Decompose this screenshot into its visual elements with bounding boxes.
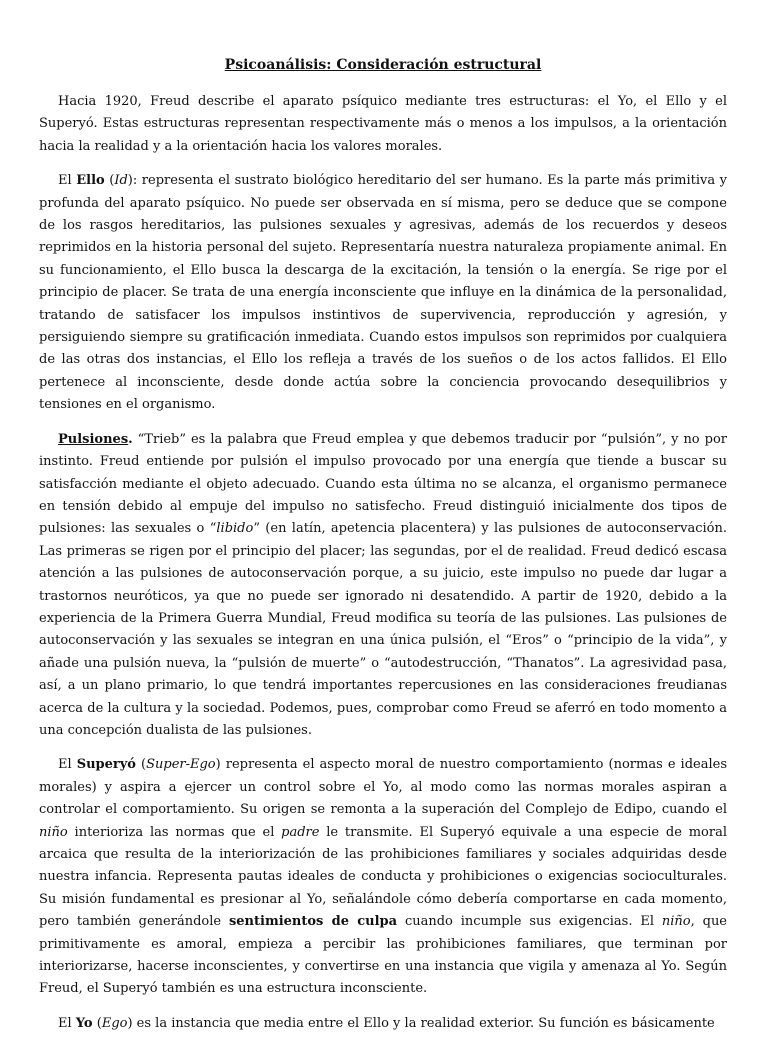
pulsiones-text-b: ” (en latín, apetencia placentera) y las pulsiones de autoconservación. Las primeras se rigen por el principio del placer; las segundas, por el de realidad. Freud dedicó escasa atención a las pulsiones de autoconservación porque, a su juicio, este impulso no puede dar lugar a trastornos neuróticos, ya que no puede ser ignorado ni desatendido. A partir de 1920, debido a la experiencia de la Primera Guerra Mundial, Freud modifica su teoría de las pulsiones. Las pulsiones de autoconservación y las sexuales se integran en una única pulsión, el “Eros” o “principio de la vida”, y añade una pulsión nueva, la “pulsión de muerte” o “autodestrucción, “Thanatos”. La agresividad pasa, así, a un plano primario, lo que tendrá importantes repercusiones en las consideraciones freudianas acerca de la cultura y la sociedad. Podemos, pues, comprobar como Freud se aferró en todo momento a una concepción dualista de las pulsiones.: [39, 521, 727, 738]
ello-text: ): representa el sustrato biológico hereditario del ser humano. Es la parte más primitiva y profunda del aparato psíquico. No puede ser observada en sí misma, pero se deduce que se compone de los rasgos hereditarios, las pulsiones sexuales y agresivas, además de los recuerdos y deseos reprimidos en la historia personal del sujeto. Representaría nuestra naturaleza propiamente animal. En su funcionamiento, el Ello busca la descarga de la excitación, la tensión o la energía. Se rige por el principio de placer. Se trata de una energía inconsciente que influye en la dinámica de la personalidad, tratando de satisfacer los impulsos instintivos de supervivencia, reproducción y agresión, y persiguiendo siempre su gratificación inmediata. Cuando estos impulsos son reprimidos por cualquiera de las otras dos instancias, el Ello los refleja a través de los sueños o de los actos fallidos. El Ello pertenece al inconsciente, desde donde actúa sobre la conciencia provocando desequilibrios y tensiones en el organismo.: [39, 173, 727, 413]
superyo-nino-2: niño: [661, 914, 691, 930]
ello-term: Ello: [76, 173, 105, 189]
document-title: Psicoanálisis: Consideración estructural: [224, 57, 542, 73]
superyo-padre: padre: [281, 824, 320, 840]
superyo-text-b: interioriza las normas que el: [67, 824, 282, 840]
yo-paren: (: [92, 1015, 102, 1031]
document-page: [39, 55, 727, 1047]
yo-term: Yo: [75, 1015, 93, 1031]
superyo-nino-1: niño: [39, 824, 68, 840]
superyo-culpa: sentimientos de culpa: [228, 914, 398, 930]
superyo-text-e: , que primitivamente es amoral, empieza a percibir las prohibiciones familiares, que terminan por interiorizarse, hacerse inconscientes, y convertirse en una instancia que vigila y amenaza al Yo. Según Freud, el Superyó también es una estructura inconsciente.: [39, 914, 728, 997]
yo-prefix: El: [58, 1015, 76, 1031]
paragraph-yo: [39, 1013, 727, 1035]
pulsiones-libido: libido: [216, 521, 254, 537]
superyo-prefix: El: [58, 757, 77, 773]
superyo-text-a: ) representa el aspecto moral de nuestro comportamiento (normas e ideales morales) y aspira a ejercer un control sobre el Yo, al modo como las normas morales aspiran a controlar el comportamiento. Su origen se remonta a la superación del Complejo de Edipo, cuando el: [39, 757, 727, 818]
pulsiones-text-a: “Trieb” es la palabra que Freud emplea y que debemos traducir por “pulsión”, y no por instinto. Freud entiende por pulsión el impulso provocado por una energía que tiende a buscar su satisfacción mediante el objeto adecuado. Cuando esta última no se alcanza, el organismo permanece en tensión debido al empuje del impulso no satisfecho. Freud distinguió inicialmente dos tipos de pulsiones: las sexuales o “: [39, 431, 727, 537]
paragraph-superyo: [39, 754, 727, 1000]
superyo-latin: Super-Ego: [146, 757, 216, 773]
superyo-text-c: le transmite. El Superyó equivale a una especie de moral arcaica que resulta de la interiorización de las prohibiciones familiares y sociales adquiridas desde nuestra infancia. Representa pautas ideales de conducta y prohibiciones o exigencias socioculturales. Su misión fundamental es presionar al Yo, señalándole cómo debería comportarse en cada momento, pero también generándole: [39, 824, 727, 930]
ello-paren: (: [104, 173, 115, 189]
superyo-text-d: cuando incumple sus exigencias. El: [397, 914, 662, 930]
yo-latin: Ego: [101, 1015, 128, 1031]
superyo-term: Superyó: [76, 757, 136, 773]
pulsiones-term: Pulsiones: [58, 431, 129, 447]
ello-prefix: El: [58, 173, 77, 189]
superyo-paren: (: [135, 757, 147, 773]
yo-text: ) es la instancia que media entre el Ello y la realidad exterior. Su función es básicamente: [127, 1015, 715, 1031]
paragraph-intro: Hacia 1920, Freud describe el aparato psíquico mediante tres estructuras: el Yo, el Ello y el Superyó. Estas estructuras representan respectivamente más o menos a los impulsos, a la orientación hacia la realidad y a la orientación hacia los valores morales.: [39, 94, 727, 154]
ello-latin: Id: [114, 173, 128, 189]
paragraph-ello: [39, 170, 727, 416]
pulsiones-dot: .: [128, 431, 133, 447]
paragraph-pulsiones: [39, 429, 727, 743]
